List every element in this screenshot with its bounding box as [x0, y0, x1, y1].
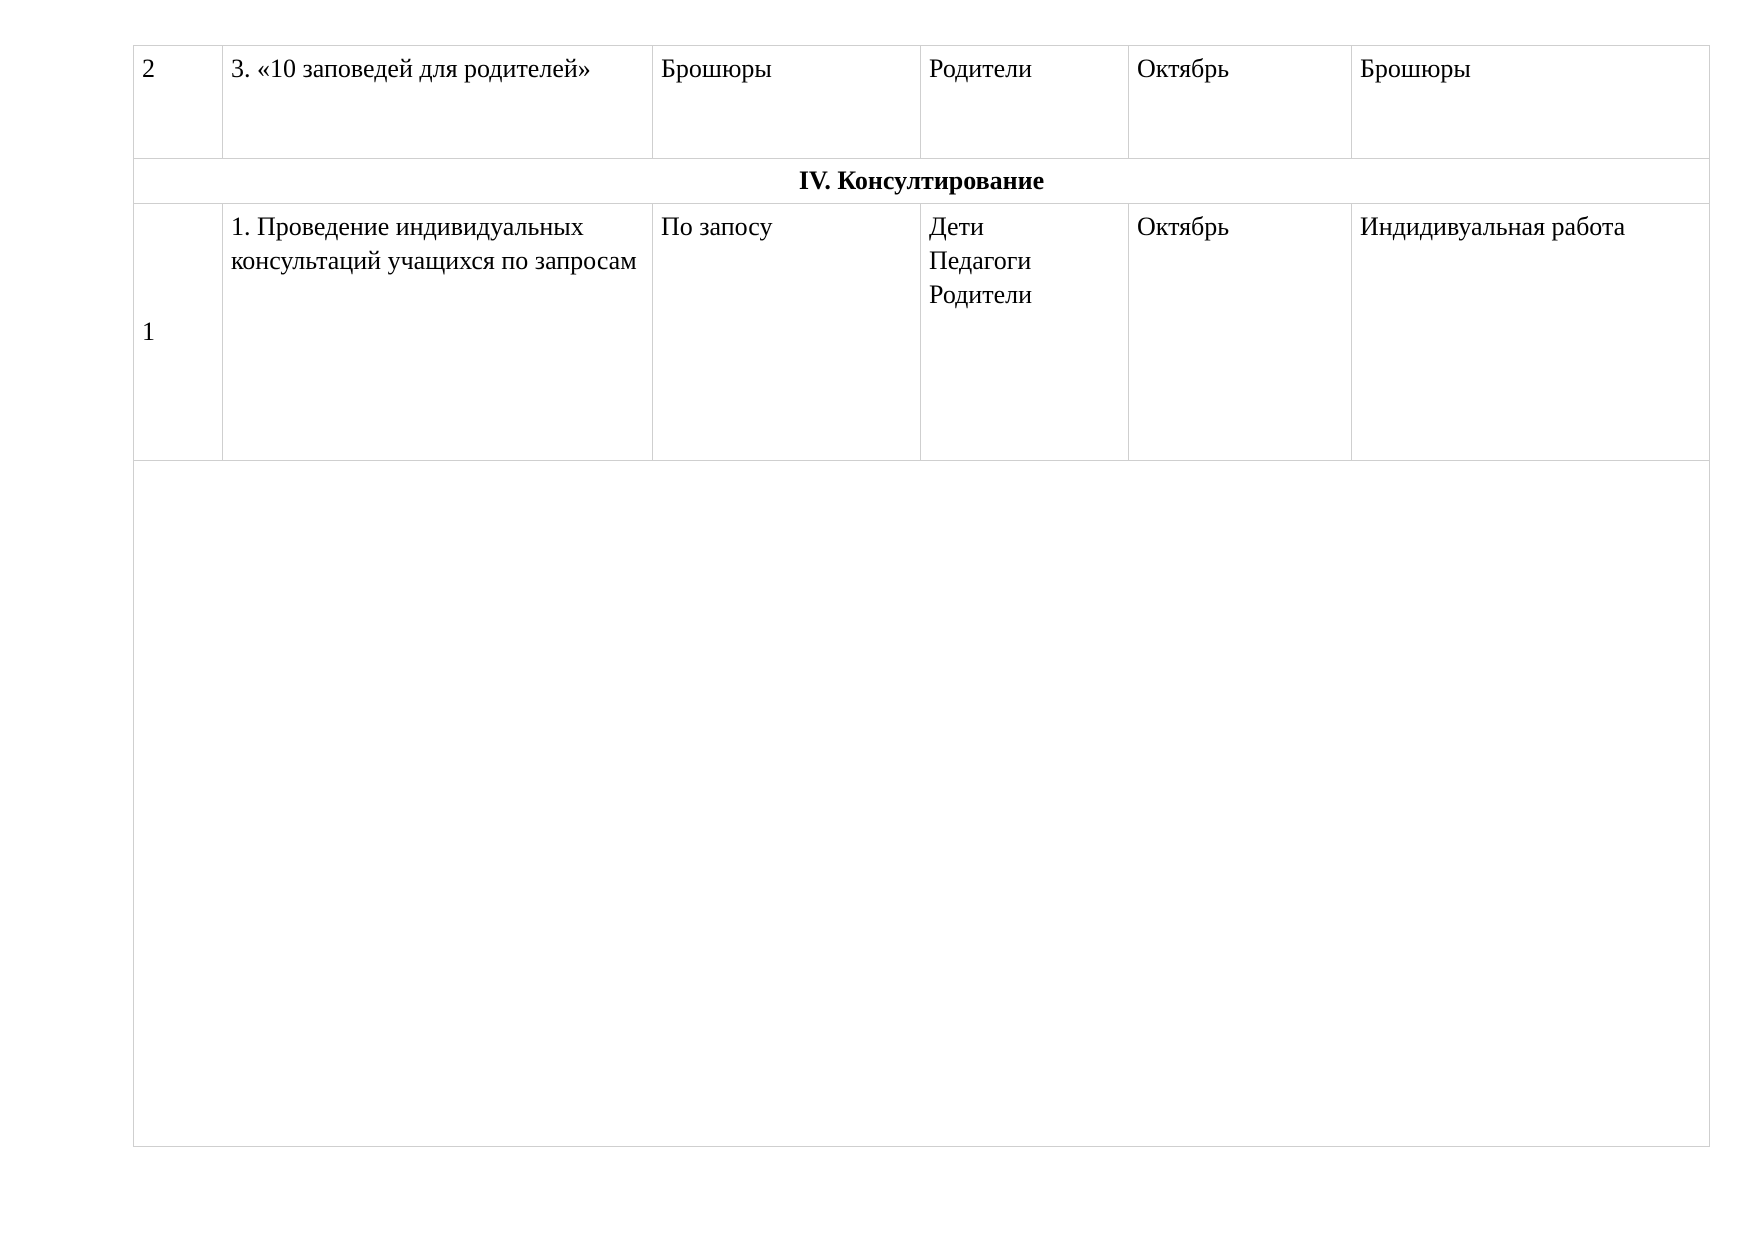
- result-cell: Брошюры: [1352, 46, 1710, 159]
- empty-row: [134, 461, 1710, 1147]
- result-cell: Индидивуальная работа: [1352, 204, 1710, 461]
- audience-item: Педагоги: [929, 246, 1032, 275]
- plan-table: [133, 45, 1710, 1147]
- audience-item: Дети: [929, 212, 984, 241]
- audience-cell: [921, 204, 1129, 461]
- section-heading: IV. Консултирование: [134, 159, 1710, 204]
- row-number-cell: 2: [134, 46, 223, 159]
- section-row: [134, 159, 1710, 204]
- form-cell: Брошюры: [653, 46, 921, 159]
- audience-item: Родители: [929, 280, 1032, 309]
- activity-cell: 3. «10 заповедей для родителей»: [223, 46, 653, 159]
- period-cell: Октябрь: [1129, 46, 1352, 159]
- row-number-cell: 1: [134, 204, 223, 461]
- table-row: [134, 46, 1710, 159]
- empty-cell: [134, 461, 1710, 1147]
- period-cell: Октябрь: [1129, 204, 1352, 461]
- audience-cell: Родители: [921, 46, 1129, 159]
- table-row: [134, 204, 1710, 461]
- activity-cell: 1. Проведение индивидуальных консультаций учащихся по запросам: [223, 204, 653, 461]
- form-cell: По запосу: [653, 204, 921, 461]
